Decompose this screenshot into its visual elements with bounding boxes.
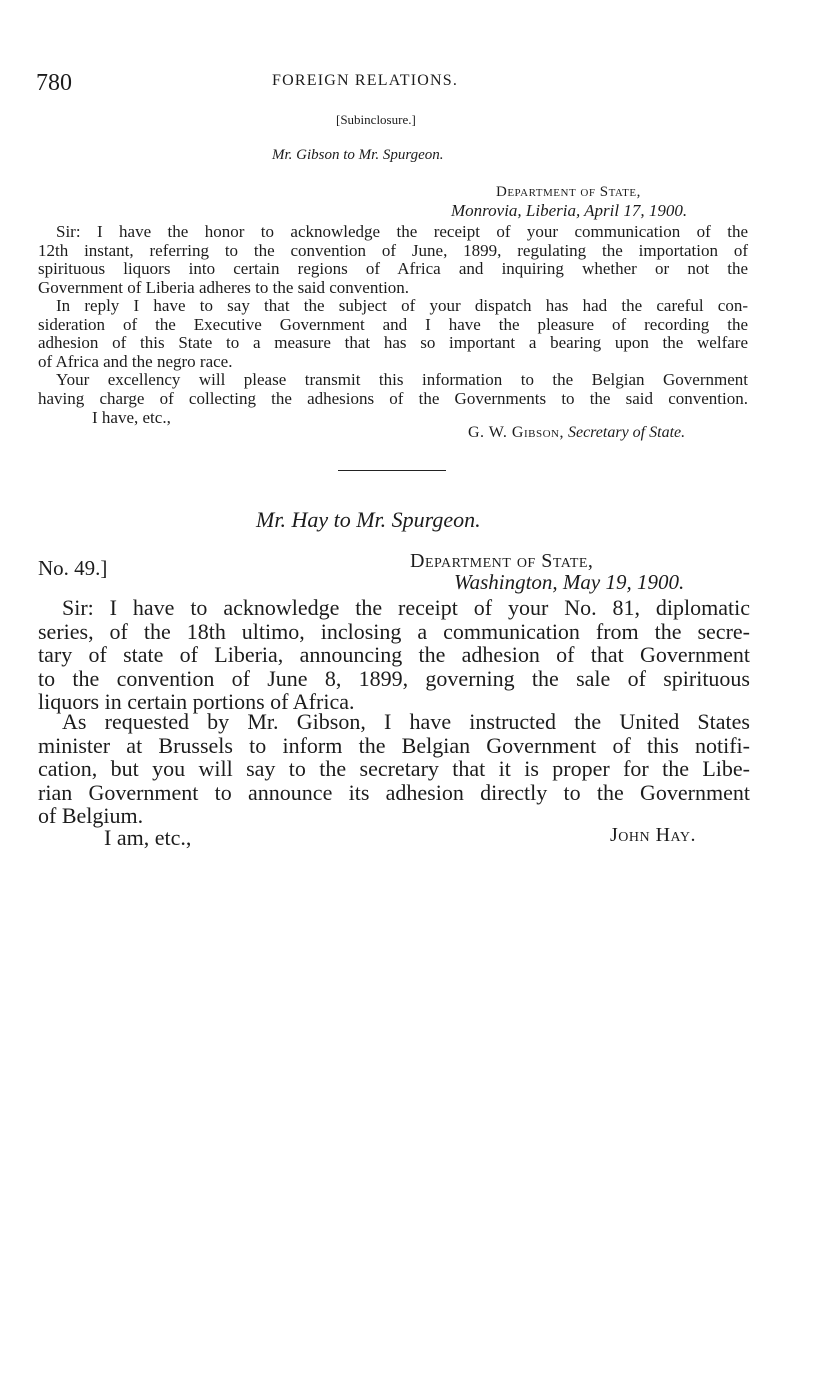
letter-paragraph-1 [38,596,750,714]
page-number: 780 [36,70,72,96]
text-line: of Belgium. [38,803,144,828]
text-line: having charge of collecting the adhesions of the Governments to the said convention. [38,388,748,408]
text-line: of Africa and the negro race. [38,351,233,371]
subinclosure-dateline-dept: Department of State, [496,184,641,200]
letter-closing: I am, etc., [104,825,192,850]
letter-dateline-place-date: Washington, May 19, 1900. [454,570,685,594]
text-line: adhesion of this State to a measure that has so important a bearing upon the welfare [38,333,748,352]
text-line: In reply I have to say that the subject of your dispatch has had the careful con- [56,296,748,315]
text-line: cation, but you will say to the secretary that it is proper for the Libe- [38,756,750,781]
text-line: tary of state of Liberia, announcing the adhesion of that Government [38,642,750,667]
text-line: liquors in certain portions of Africa. [38,689,355,714]
section-divider [338,470,446,471]
text-line: As requested by Mr. Gibson, I have instructed the United States [62,709,750,734]
letter-dateline-dept: Department of State, [410,550,594,572]
text-line: series, of the 18th ultimo, inclosing a communication from the secre- [38,618,750,644]
text-line: to the convention of June 8, 1899, governing the sale of spirituous [38,665,750,691]
subinclosure-paragraph-3 [38,371,748,408]
text-line: spirituous liquors into certain regions of Africa and inquiring whether or not the [38,259,748,278]
text-line: minister at Brussels to inform the Belgian Government of this notifi- [38,732,750,758]
text-line: Your excellency will please transmit this information to the Belgian Government [56,370,748,389]
subinclosure-label: [Subinclosure.] [336,112,416,127]
subinclosure-paragraph-2 [38,297,748,371]
text-line: Sir: I have the honor to acknowledge the receipt of your communication of the [56,222,748,241]
signature-name: G. W. Gibson, [468,424,564,441]
text-line: Sir: I have to acknowledge the receipt of your No. 81, diplomatic [62,595,750,620]
subinclosure-paragraph-1 [38,223,748,297]
subinclosure-closing: I have, etc., [92,408,171,427]
subinclosure-dateline-place-date: Monrovia, Liberia, April 17, 1900. [451,201,688,220]
text-line: rian Government to announce its adhesion directly to the Government [38,779,750,805]
text-line: sideration of the Executive Government and I have the pleasure of recording the [38,314,748,334]
text-line: 12th instant, referring to the convention of June, 1899, regulating the importation of [38,240,748,260]
letter-heading: Mr. Hay to Mr. Spurgeon. [256,507,481,532]
subinclosure-signature [468,424,685,442]
running-title: FOREIGN RELATIONS. [272,72,459,89]
letter-signature: John Hay. [610,824,696,846]
subinclosure-heading: Mr. Gibson to Mr. Spurgeon. [272,147,444,163]
letter-paragraph-2 [38,710,750,828]
signature-title: Secretary of State. [567,424,686,441]
text-line: Government of Liberia adheres to the said convention. [38,277,410,297]
letter-number: No. 49.] [38,556,108,580]
